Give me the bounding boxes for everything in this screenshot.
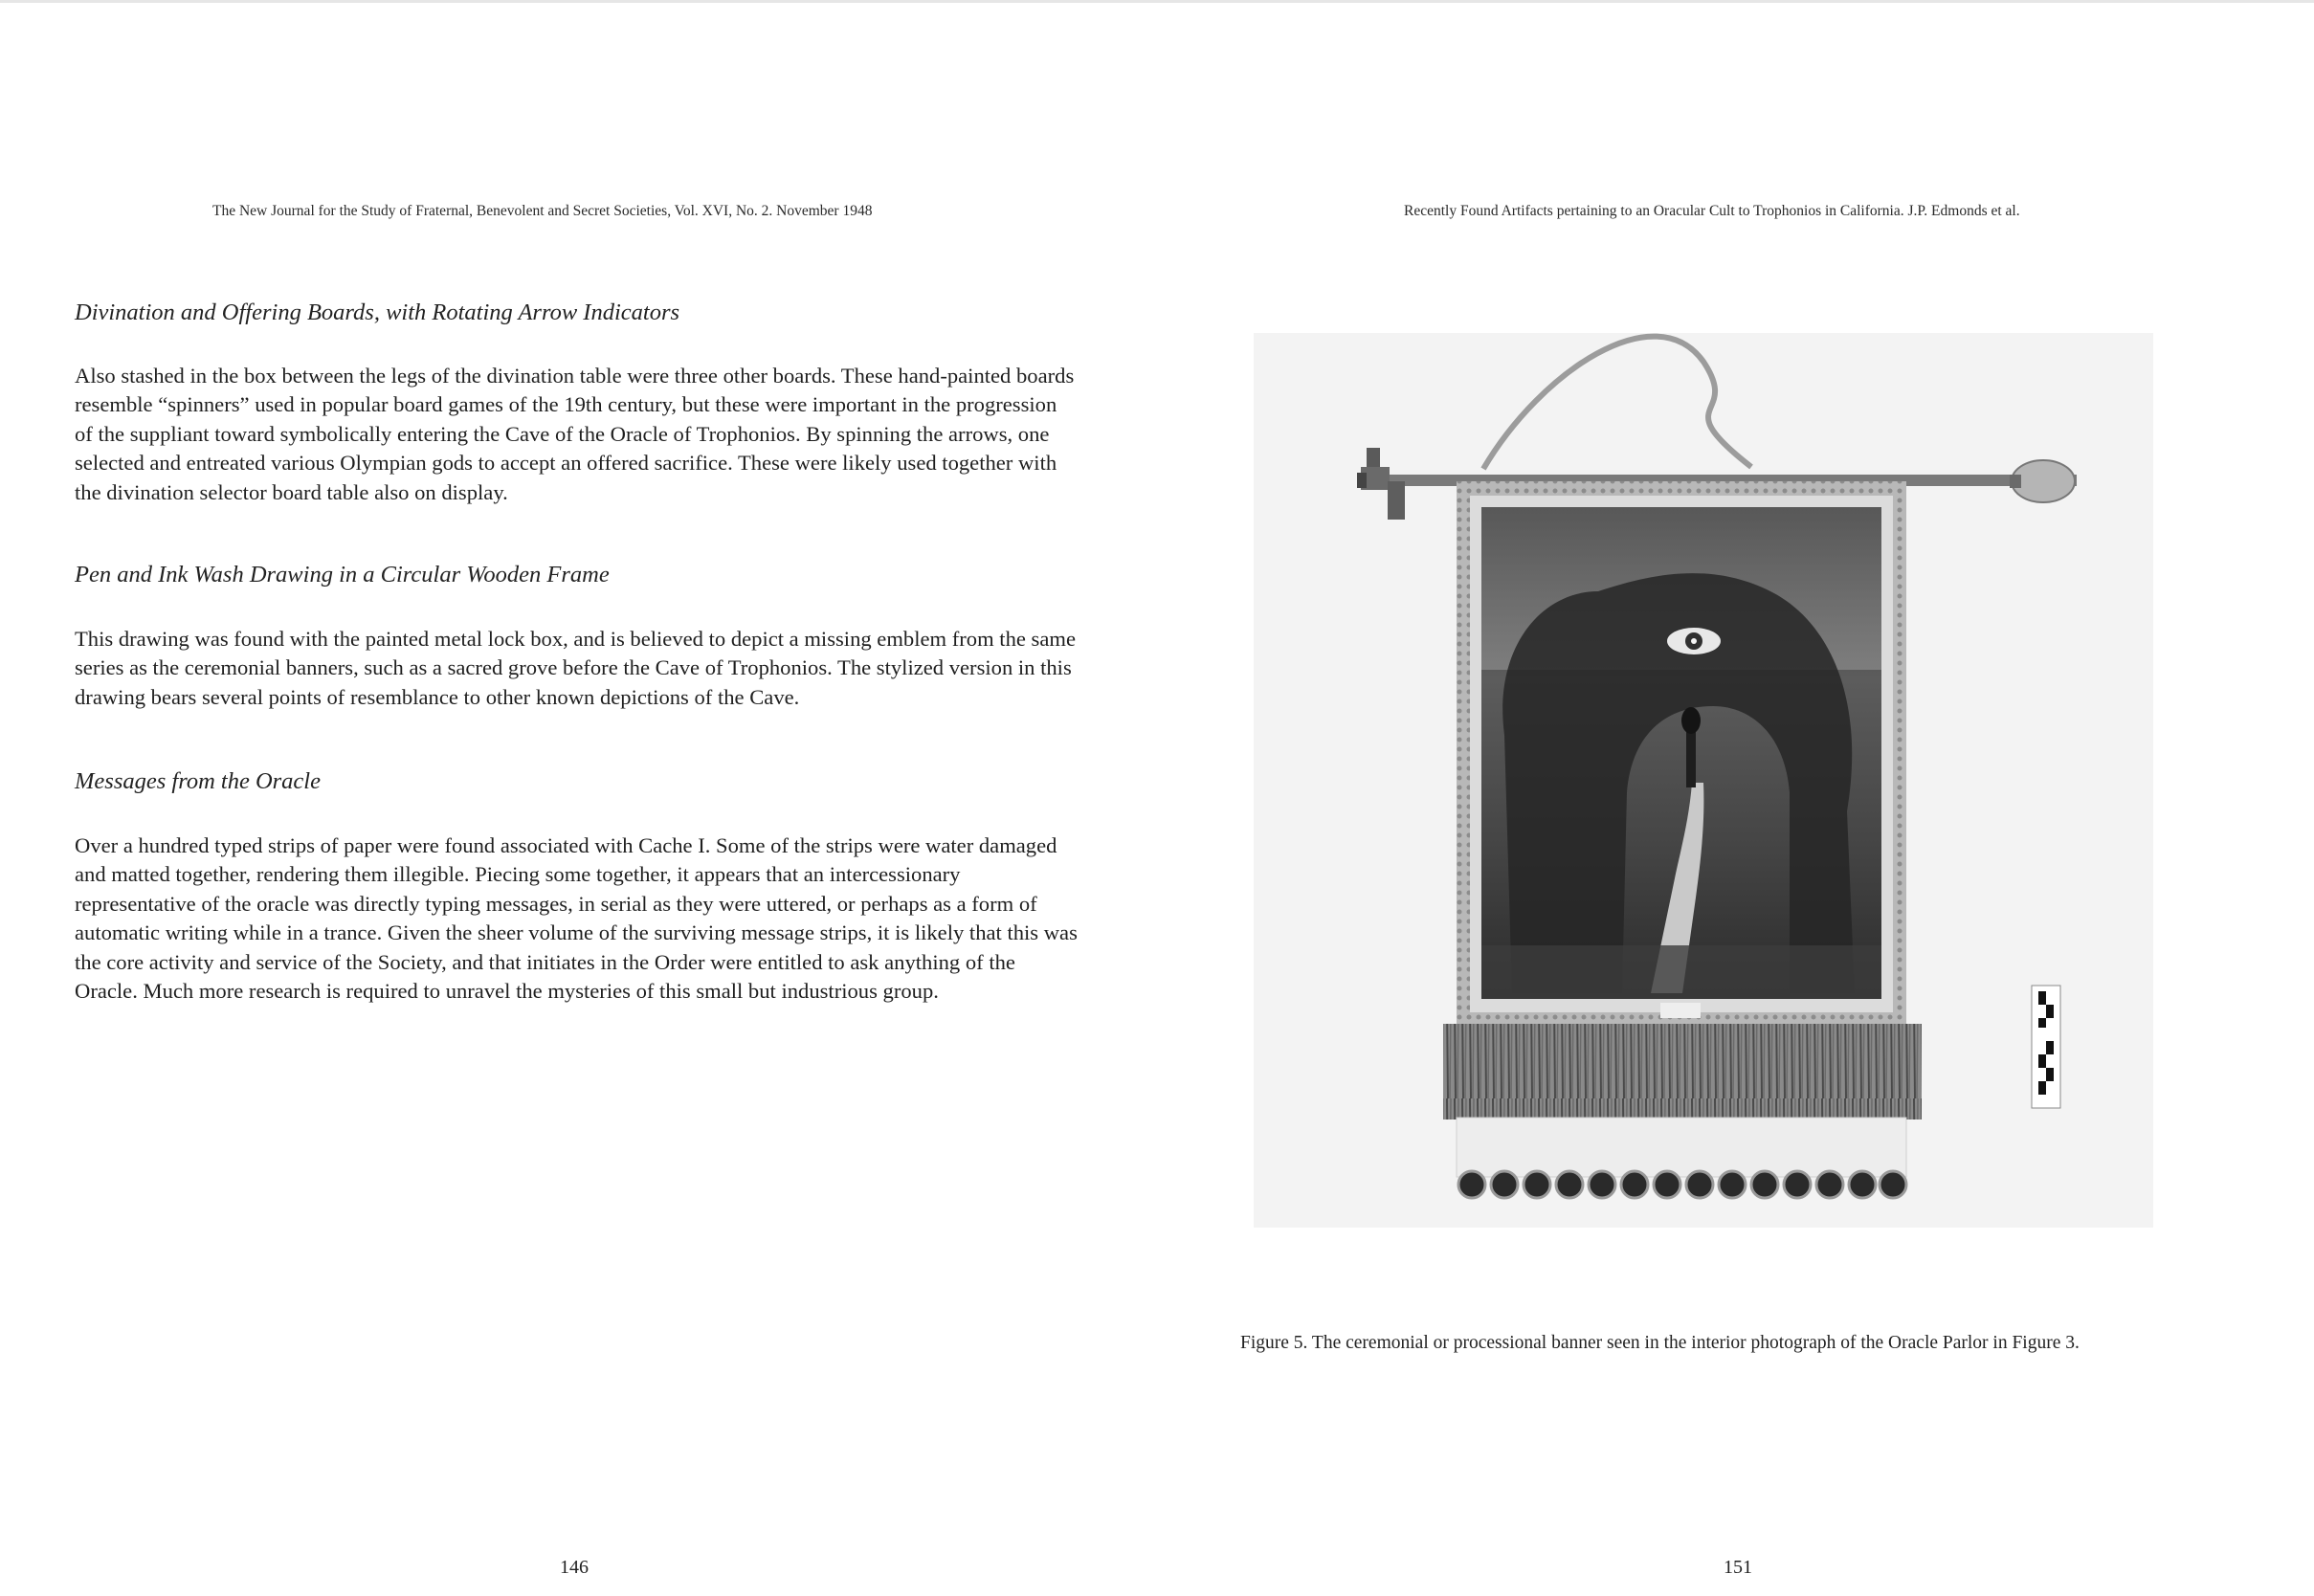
page-number: 151 — [1724, 1557, 1752, 1578]
label-tag — [1660, 1003, 1701, 1018]
banner-illustration — [1254, 333, 2153, 1228]
page-number: 146 — [560, 1557, 589, 1578]
banner-lower-band — [1457, 1118, 1906, 1177]
hanging-cord — [1483, 337, 1751, 469]
eye-emblem — [1667, 628, 1721, 654]
running-head: The New Journal for the Study of Fraternal, Benevolent and Secret Societies, Vol. XVI, No. 2. November 1948 — [212, 203, 873, 219]
paragraph-divination-boards: Also stashed in the box between the legs of the divination table were three other boards. These hand-painted boards resemble “spinners” used in popular board games of the 19th century, but these were important in the progression of the suppliant toward symbolically entering the Cave of the Oracle of Trophonios. By spinning the arrows, one selected and entreated various Olympian gods to accept an offered sacrifice. These were likely used together with the divination selector board table also on display. — [75, 364, 1075, 504]
section-title-ink-drawing: Pen and Ink Wash Drawing in a Circular Wooden Frame — [75, 562, 610, 587]
right-page — [1157, 0, 2314, 1596]
paragraph-messages: Over a hundred typed strips of paper were found associated with Cache I. Some of the strips were water damaged and matted together, rendering them illegible. Piecing some together, it appears that an intercessionary representative of the oracle was directly typing messages, in serial as they were uttered, or perhaps as a form of automatic writing while in a trance. Given the sheer volume of the surviving message strips, it is likely that this was the core activity and service of the Society, and that initiates in the Order were entitled to ask anything of the Oracle. Much more research is required to unravel the mysteries of this small but industrious group. — [75, 833, 1078, 1004]
running-head: Recently Found Artifacts pertaining to an Oracular Cult to Trophonios in California. J.P. Edmonds et al. — [1404, 203, 2020, 219]
banner-fringe — [1443, 1024, 1922, 1119]
scale-bar — [2032, 986, 2060, 1108]
section-title-messages: Messages from the Oracle — [75, 768, 321, 794]
figure-caption: Figure 5. The ceremonial or processional banner seen in the interior photograph of the Oracle Parlor in Figure 3. — [1240, 1333, 2080, 1353]
section-title-divination-boards: Divination and Offering Boards, with Rotating Arrow Indicators — [75, 299, 680, 325]
banner-photograph — [1254, 333, 2153, 1228]
left-finial — [1357, 448, 1405, 520]
paragraph-ink-drawing: This drawing was found with the painted metal lock box, and is believed to depict a missing emblem from the same series as the ceremonial banners, such as a sacred grove before the Cave of Trophonios. The stylized version in this drawing bears several points of resemblance to other known depictions of the Cave. — [75, 627, 1076, 709]
